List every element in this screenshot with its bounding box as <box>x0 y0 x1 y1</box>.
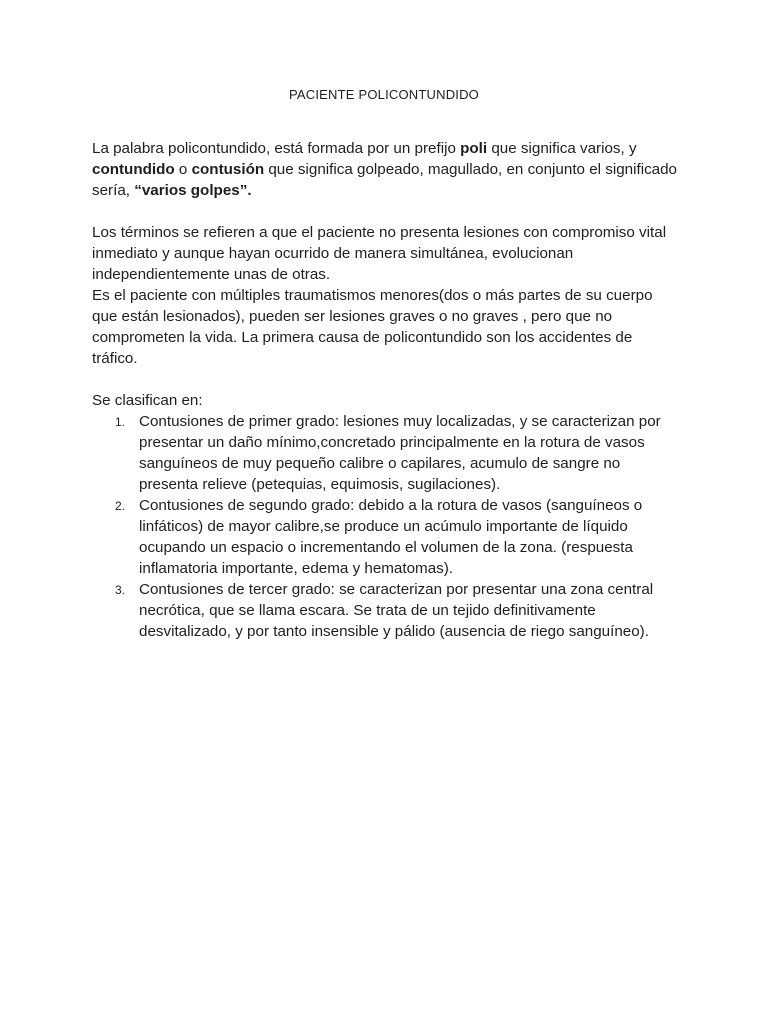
bold-term-contusion: contusión <box>191 161 265 178</box>
list-item <box>92 411 682 495</box>
bold-term-poli: poli <box>460 140 488 157</box>
paragraph-definition: Los términos se refieren a que el paciente no presenta lesiones con compromiso vital inmediato y aunque hayan ocurrido de manera simultánea, evolucionan independientemente unas de otras. <box>92 224 667 283</box>
list-item <box>92 495 682 579</box>
intro-text-2: que significa varios, y <box>487 140 637 157</box>
list-intro: Se clasifican en: <box>92 392 203 409</box>
classification-list <box>92 411 682 642</box>
bold-term-varios-golpes: “varios golpes”. <box>134 182 252 199</box>
intro-text-4: que significa golpeado, magullado, en conjunto el significado sería, <box>92 161 678 199</box>
list-item-text: Contusiones de primer grado: lesiones muy localizadas, y se caracterizan por presentar un daño mínimo,concretado principalmente en la rotura de vasos sanguíneos de muy pequeño calibre o capilares, acumulo de sangre no presenta relieve (petequias, equimosis, sugilaciones). <box>139 413 661 493</box>
list-item-number: 1. <box>115 415 126 429</box>
spacer <box>92 201 682 222</box>
list-item-number: 3. <box>115 583 126 597</box>
spacer <box>92 369 682 390</box>
intro-text-3: o <box>174 161 192 178</box>
intro-paragraph <box>92 138 682 201</box>
bold-term-contundido: contundido <box>92 161 175 178</box>
list-item <box>92 579 682 642</box>
document-title: PACIENTE POLICONTUNDIDO <box>289 87 479 102</box>
list-item-number: 2. <box>115 499 126 513</box>
list-item-text: Contusiones de tercer grado: se caracterizan por presentar una zona central necrótica, que se llama escara. Se trata de un tejido definitivamente desvitalizado, y por tanto insensible y pálido (ausencia de riego sanguíneo). <box>139 581 654 640</box>
list-item-text: Contusiones de segundo grado: debido a la rotura de vasos (sanguíneos o linfáticos) de mayor calibre,se produce un acúmulo importante de líquido ocupando un espacio o incrementando el volumen de la zona. (respuesta inflamatoria importante, edema y hematomas). <box>139 497 643 577</box>
intro-text-1: La palabra policontundido, está formada por un prefijo <box>92 140 461 157</box>
document-body <box>92 138 682 642</box>
paragraph-description: Es el paciente con múltiples traumatismos menores(dos o más partes de su cuerpo que están lesionados), pueden ser lesiones graves o no graves , pero que no comprometen la vida. La primera causa de policontundido son los accidentes de tráfico. <box>92 287 653 367</box>
